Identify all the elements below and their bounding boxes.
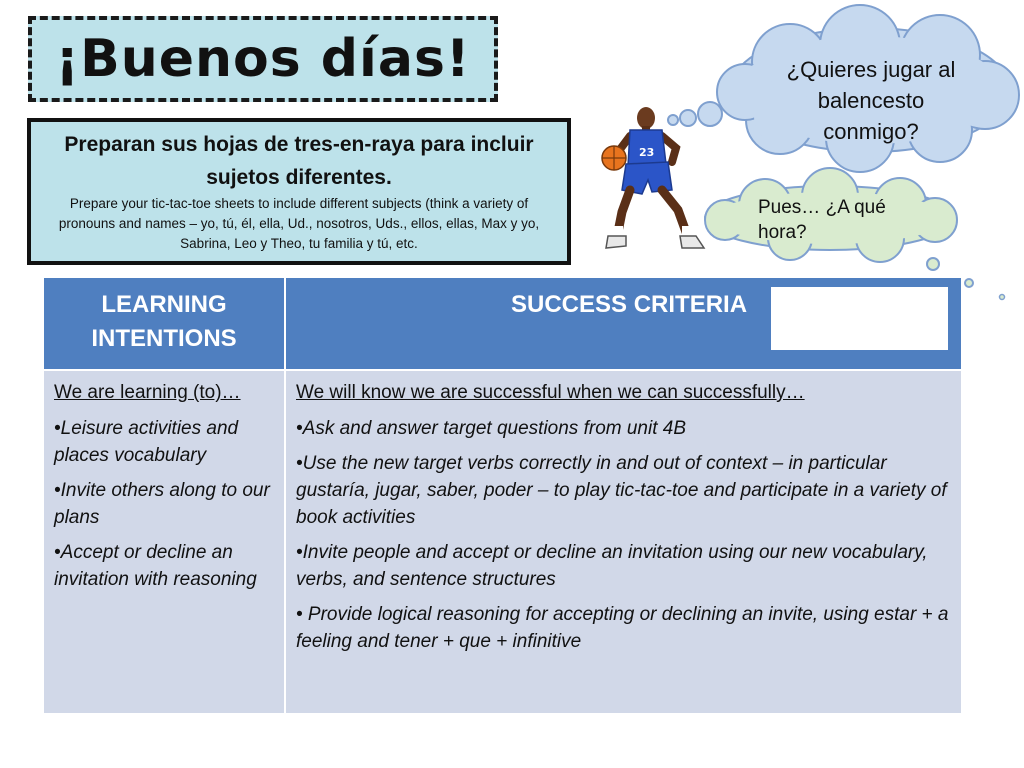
reply-line-2: hora?: [758, 222, 807, 243]
list-item: •Accept or decline an invitation with reasoning: [54, 542, 257, 590]
instructions-heading: Preparan sus hojas de tres-en-raya para incluir sujetos diferentes.: [64, 133, 534, 189]
thought-line-1: ¿Quieres jugar al: [786, 57, 956, 82]
header-line-2: INTENTIONS: [91, 325, 237, 352]
list-item: •Invite people and accept or decline an invitation using our new vocabulary, verbs, and sentence structures: [296, 542, 928, 590]
table-body-row: [43, 370, 962, 714]
thought-bubble-text: [760, 54, 982, 147]
player-shoe-right: [680, 236, 704, 248]
success-criteria-label: SUCCESS CRITERIA: [511, 291, 748, 318]
reply-line-1: Pues… ¿A qué: [758, 197, 886, 218]
player-shoe-left: [606, 236, 626, 248]
instructions-body: Prepare your tic-tac-toe sheets to include different subjects (think a variety of pronouns and names – yo, tú, él, ella, Ud., nosotros, Uds., ellos, ellas, Max y yo, Sabrina, Leo y Theo, tu familia y tú, etc.: [58, 196, 540, 251]
header-line-1: LEARNING: [101, 291, 227, 318]
blank-white-box: [771, 287, 948, 350]
list-item: •Invite others along to our plans: [54, 480, 270, 528]
success-intro: We will know we are successful when we can successfully…: [296, 382, 805, 403]
list-item: •Use the new target verbs correctly in and out of context – in particular gustaría, jugar, saber, poder – to play tic-tac-toe and participate in a variety of book activities: [296, 453, 947, 528]
learning-intentions-header: [43, 277, 285, 370]
thought-line-3: conmigo?: [823, 119, 919, 144]
list-item: •Leisure activities and places vocabulary: [54, 418, 239, 466]
learning-intro: We are learning (to)…: [54, 382, 241, 403]
thought-cloud-graphic: [0, 0, 1024, 320]
jersey-number: 23: [639, 146, 655, 159]
list-item: •Ask and answer target questions from unit 4B: [296, 418, 687, 439]
player-head: [637, 107, 655, 129]
learning-intentions-cell: [43, 370, 285, 714]
list-item: • Provide logical reasoning for accepting or declining an invite, using estar + a feeling and tener + que + infinitive: [296, 604, 949, 652]
success-criteria-cell: [285, 370, 962, 714]
page-title: ¡Buenos días!: [55, 29, 471, 89]
thought-line-2: balencesto: [817, 88, 925, 113]
reply-bubble-text: [758, 195, 928, 245]
basketball-player-illustration: [600, 104, 710, 260]
